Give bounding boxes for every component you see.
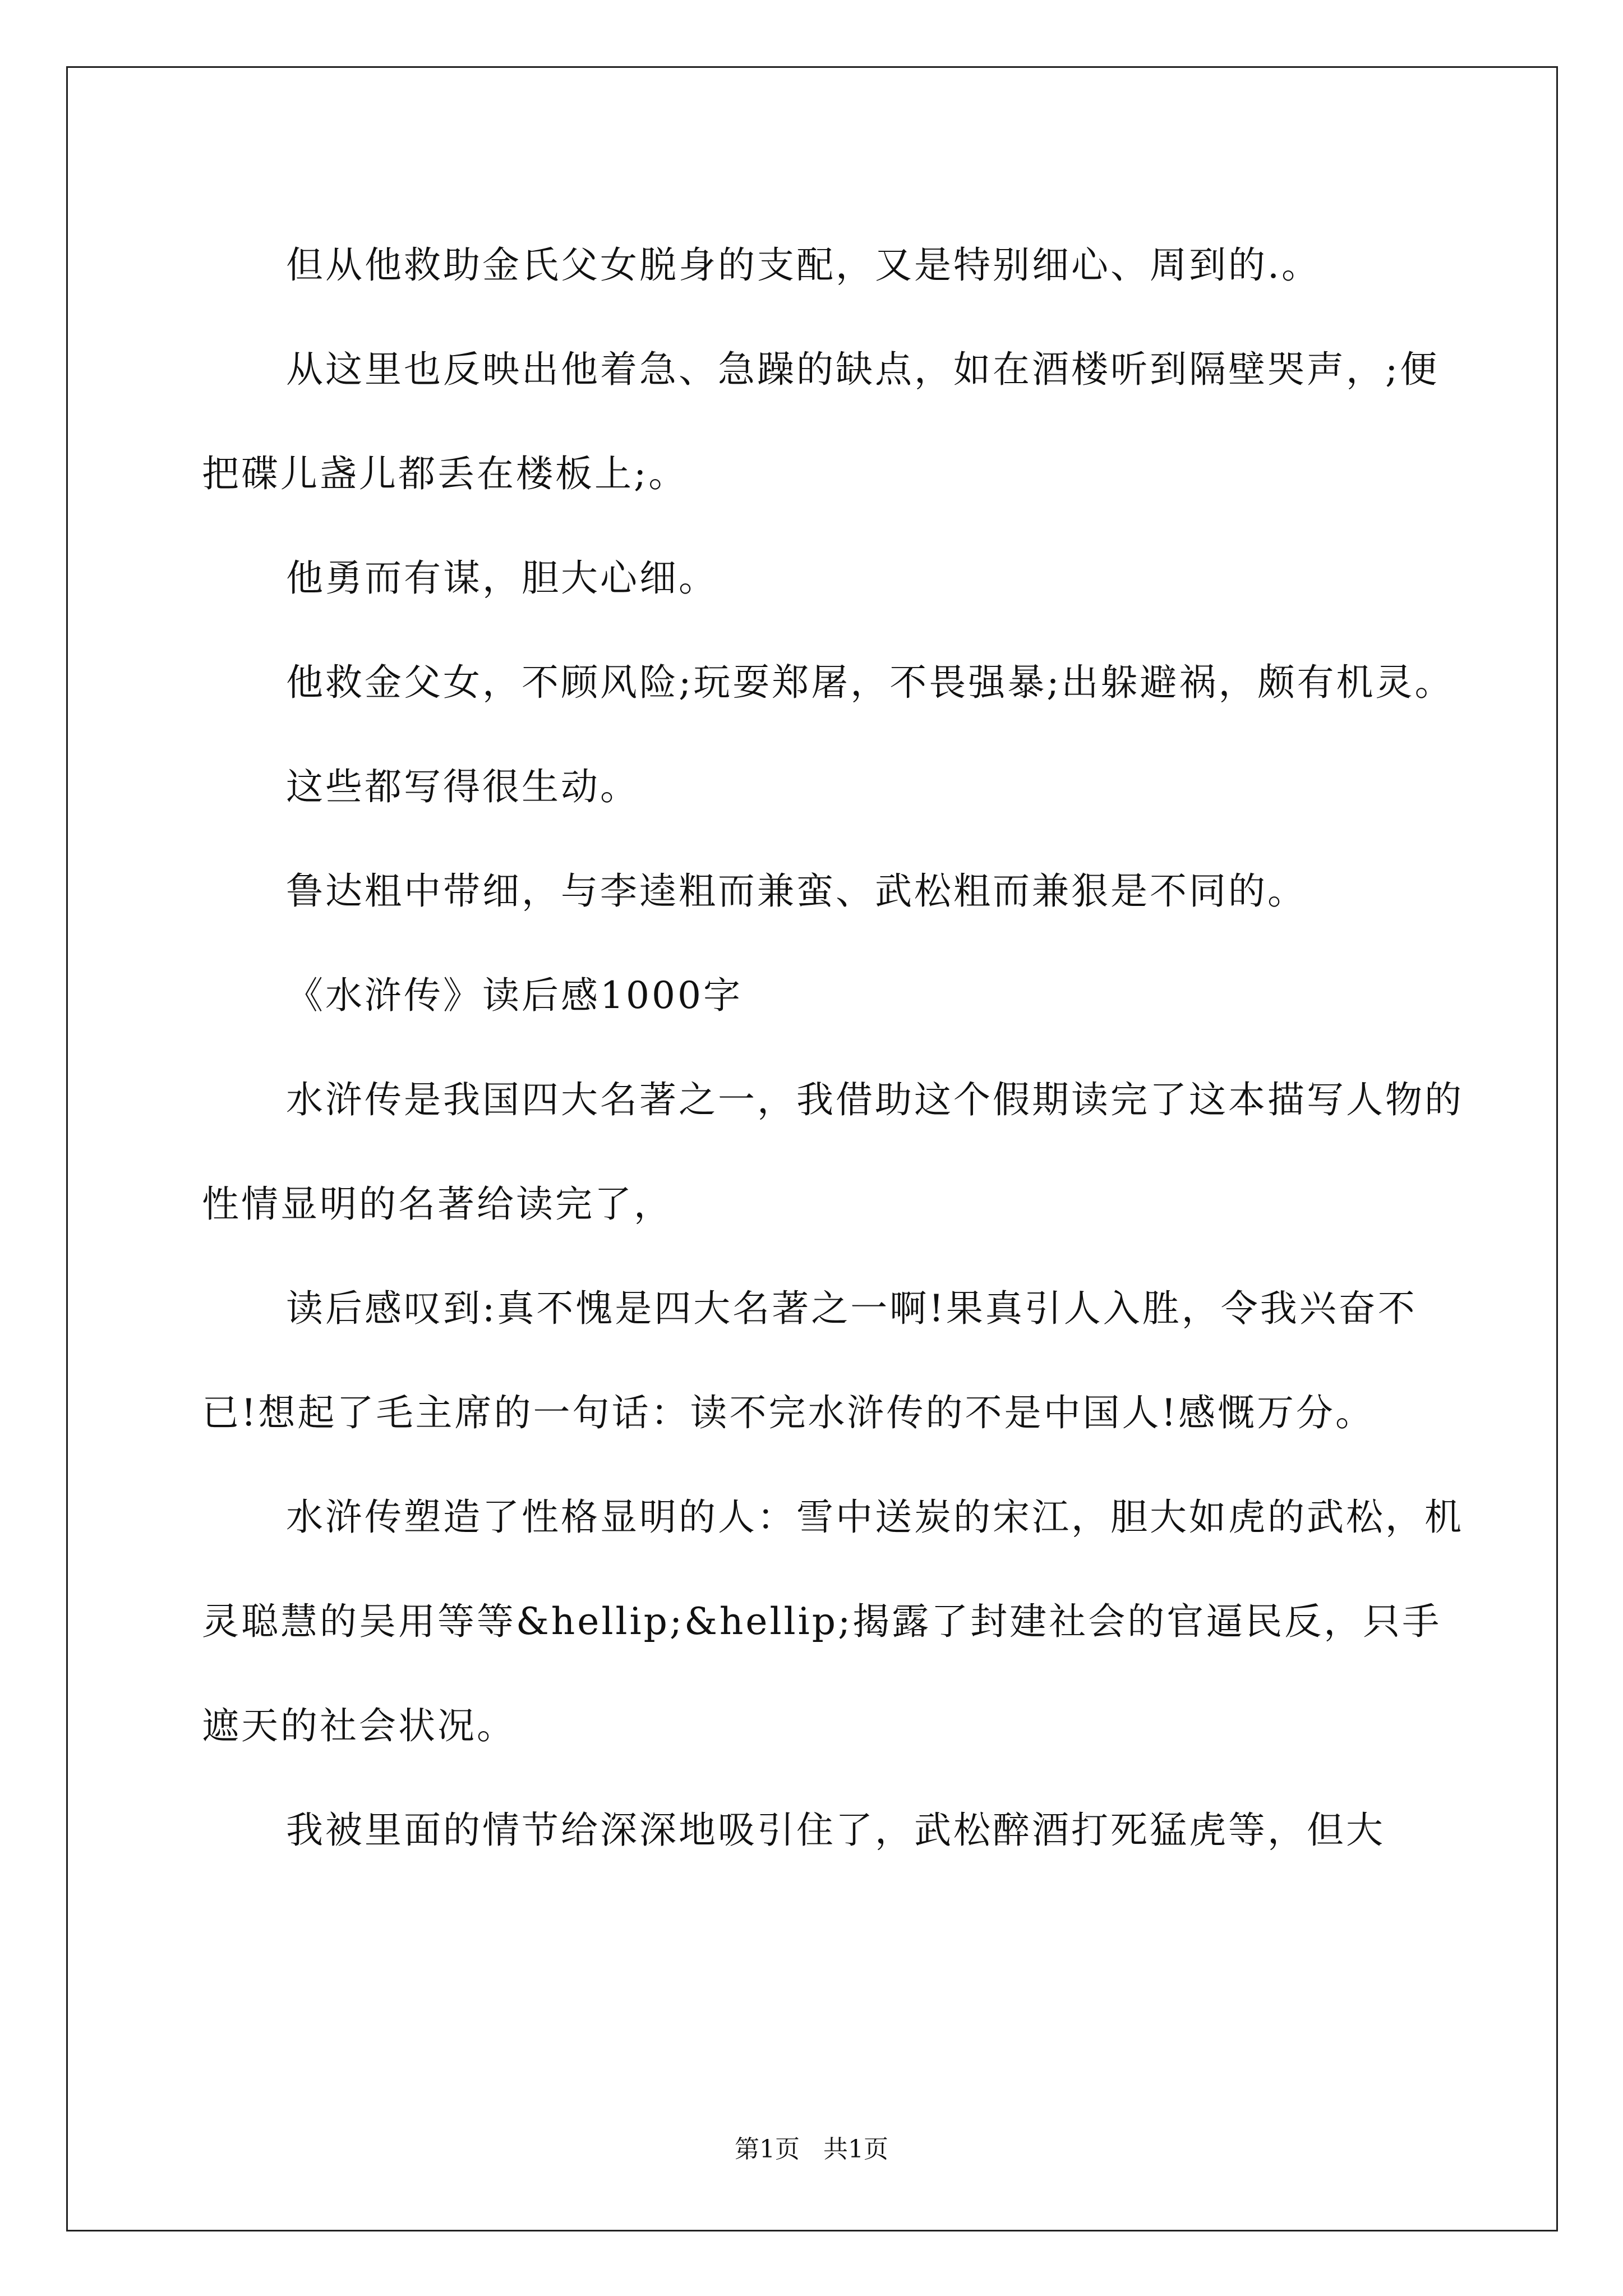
page-number-current: 第1页 bbox=[735, 2135, 800, 2164]
page-footer bbox=[0, 2129, 1623, 2165]
paragraph-1: 但从他救助金氏父女脱身的支配，又是特别细心、周到的.。 bbox=[286, 243, 1321, 287]
paragraph-6: 鲁达粗中带细，与李逵粗而兼蛮、武松粗而兼狠是不同的。 bbox=[286, 869, 1307, 913]
section-heading: 《水浒传》读后感1000字 bbox=[286, 974, 743, 1017]
paragraph-3: 他勇而有谋，胆大心细。 bbox=[286, 556, 718, 600]
paragraph-2: 从这里也反映出他着急、急躁的缺点，如在酒楼听到隔壁哭声，;便把碟儿盏儿都丢在楼板上;。 bbox=[202, 348, 1440, 495]
paragraph-7: 水浒传是我国四大名著之一，我借助这个假期读完了这本描写人物的性情显明的名著给读完了， bbox=[202, 1078, 1464, 1226]
page-number-total: 共1页 bbox=[823, 2135, 888, 2164]
paragraph-4: 他救金父女，不顾风险;玩耍郑屠，不畏强暴;出躲避祸，颇有机灵。 bbox=[286, 661, 1454, 704]
paragraph-5: 这些都写得很生动。 bbox=[286, 765, 639, 808]
document-body bbox=[202, 213, 1469, 1883]
paragraph-9: 水浒传塑造了性格显明的人：雪中送炭的宋江，胆大如虎的武松，机灵聪慧的吴用等等&hellip;&hellip;揭露了封建社会的官逼民反，只手遮天的社会状况。 bbox=[202, 1496, 1464, 1747]
paragraph-8: 读后感叹到:真不愧是四大名著之一啊!果真引人入胜，令我兴奋不已!想起了毛主席的一句话：读不完水浒传的不是中国人!感慨万分。 bbox=[202, 1287, 1417, 1434]
paragraph-10: 我被里面的情节给深深地吸引住了，武松醉酒打死猛虎等，但大 bbox=[286, 1809, 1385, 1852]
